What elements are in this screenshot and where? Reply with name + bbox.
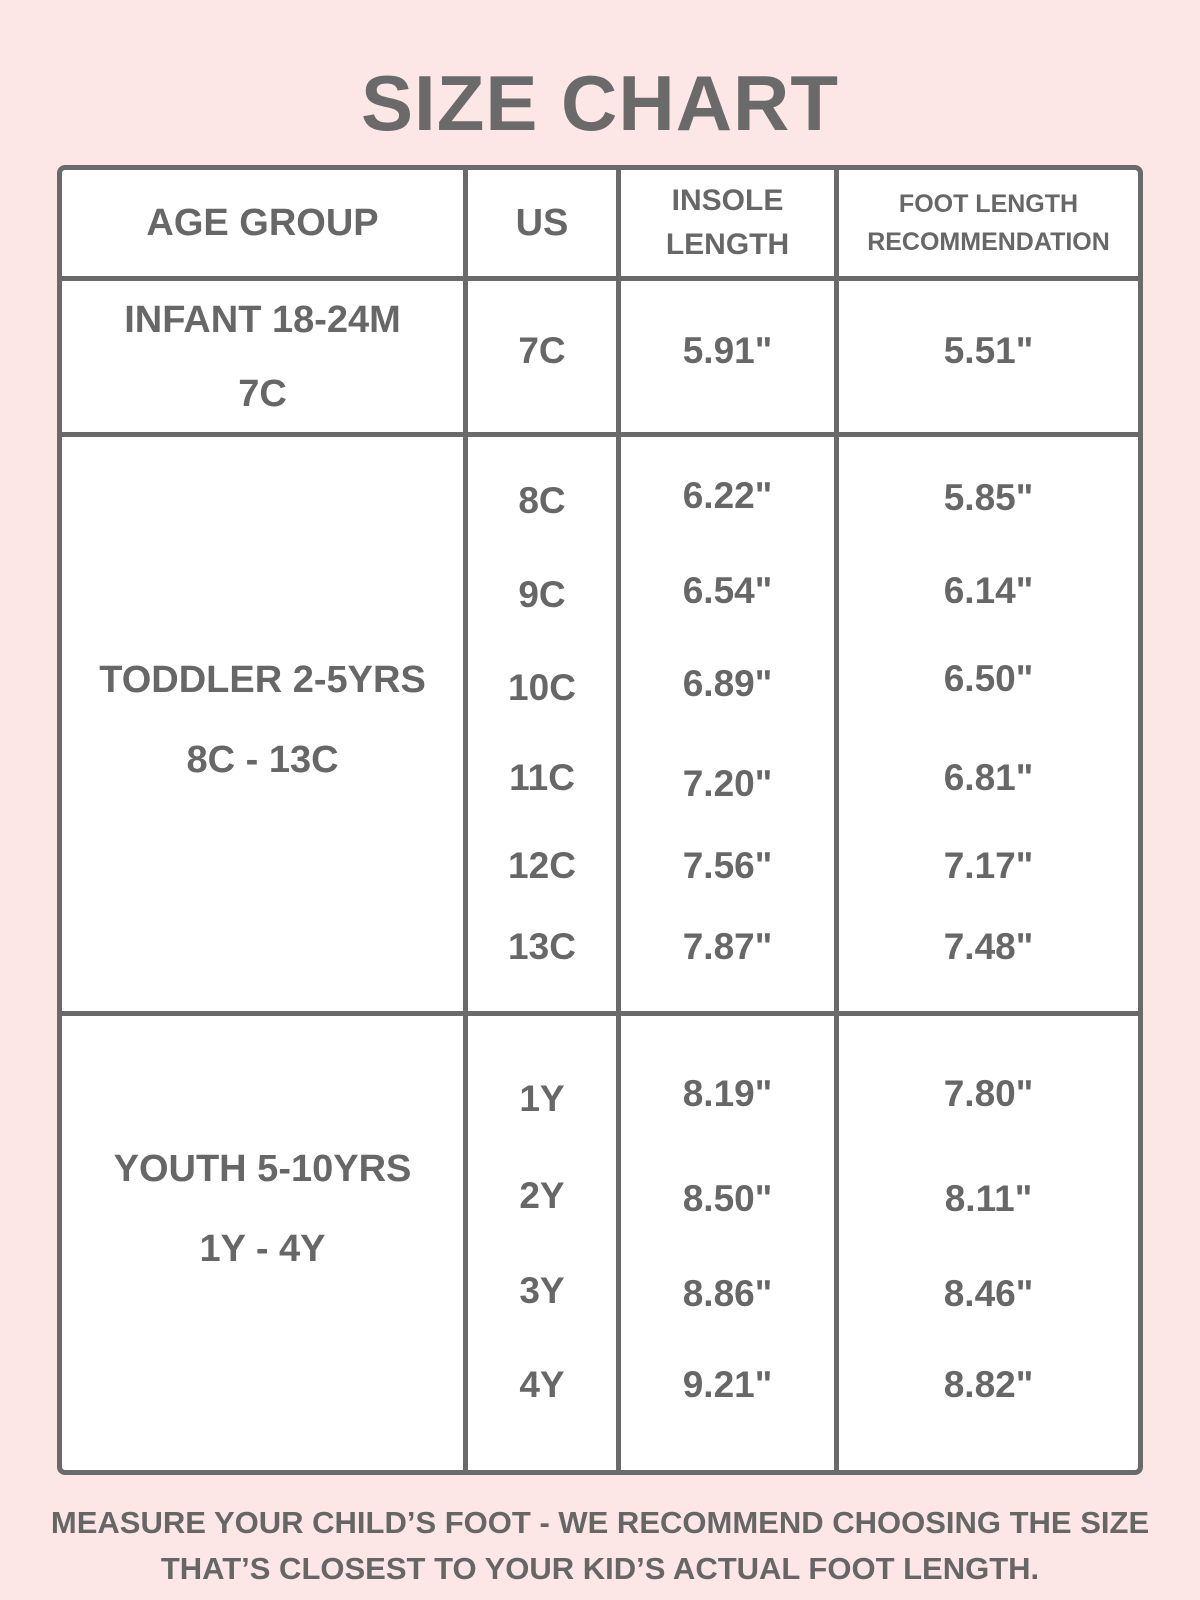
foot-length-cell: 6.14" bbox=[943, 570, 1034, 611]
us-size-cell: 10C bbox=[508, 667, 576, 708]
page-title: SIZE CHART bbox=[361, 59, 839, 147]
insole-length-cell: 9.21" bbox=[682, 1364, 773, 1405]
insole-length-cell: 8.19" bbox=[682, 1073, 773, 1114]
us-size-cell: 7C bbox=[518, 330, 566, 371]
footer-line-1: MEASURE YOUR CHILD’S FOOT - WE RECOMMEND CHOOSING THE SIZE bbox=[50, 1505, 1150, 1540]
foot-length-cell: 7.80" bbox=[943, 1073, 1034, 1114]
age-group-infant bbox=[62, 281, 463, 432]
us-size-cell: 4Y bbox=[519, 1364, 565, 1405]
us-size-cell: 1Y bbox=[519, 1078, 565, 1119]
foot-length-cell: 8.46" bbox=[943, 1273, 1034, 1314]
foot-length-cell: 7.17" bbox=[943, 845, 1034, 886]
foot-length-cell: 5.51" bbox=[943, 330, 1034, 371]
insole-length-cell: 7.87" bbox=[682, 926, 773, 967]
us-size-cell: 11C bbox=[509, 757, 575, 798]
us-size-cell: 13C bbox=[508, 926, 576, 967]
header-insole-length bbox=[621, 170, 834, 276]
insole-length-cell: 7.56" bbox=[682, 845, 773, 886]
us-size-cell: 3Y bbox=[519, 1270, 565, 1311]
foot-length-cell: 8.82" bbox=[943, 1364, 1034, 1405]
age-group-range: 7C bbox=[238, 372, 287, 415]
us-size-cell: 9C bbox=[518, 574, 566, 615]
foot-length-cell: 7.48" bbox=[943, 926, 1034, 967]
us-size-cell: 12C bbox=[508, 845, 576, 886]
header-age-group bbox=[62, 170, 463, 276]
age-group-name: YOUTH 5-10YRS bbox=[113, 1148, 412, 1190]
us-size-cell: 8C bbox=[518, 480, 566, 521]
header-foot-line1: FOOT LENGTH bbox=[898, 190, 1079, 218]
age-group-toddler bbox=[62, 437, 463, 1011]
foot-length-cell: 6.81" bbox=[943, 757, 1034, 798]
insole-length-cell: 5.91" bbox=[682, 330, 773, 371]
age-group-youth bbox=[62, 1016, 463, 1470]
insole-length-cell: 6.54" bbox=[682, 570, 773, 611]
age-group-range: 8C - 13C bbox=[186, 739, 339, 781]
header-insole-line1: INSOLE bbox=[671, 184, 784, 217]
insole-length-cell: 6.22" bbox=[682, 475, 773, 516]
foot-length-cell: 5.85" bbox=[943, 477, 1034, 518]
us-size-cell: 2Y bbox=[519, 1175, 565, 1216]
foot-length-cell: 6.50" bbox=[943, 658, 1034, 699]
header-age-group-label: AGE GROUP bbox=[146, 201, 379, 244]
insole-length-cell: 8.86" bbox=[682, 1273, 773, 1314]
age-group-range: 1Y - 4Y bbox=[199, 1228, 326, 1270]
age-group-name: TODDLER 2-5YRS bbox=[99, 659, 426, 701]
age-group-name: INFANT 18-24M bbox=[124, 298, 401, 341]
header-foot-length bbox=[839, 170, 1138, 276]
header-insole-line2: LENGTH bbox=[665, 228, 790, 261]
insole-length-cell: 8.50" bbox=[682, 1178, 773, 1219]
size-table bbox=[57, 165, 1143, 1475]
footer-note bbox=[0, 1500, 1200, 1592]
foot-length-cell: 8.11" bbox=[944, 1178, 1033, 1219]
header-us bbox=[468, 170, 616, 276]
footer-line-2: THAT’S CLOSEST TO YOUR KID’S ACTUAL FOOT LENGTH. bbox=[160, 1551, 1040, 1586]
insole-length-cell: 6.89" bbox=[682, 663, 773, 704]
insole-length-cell: 7.20" bbox=[682, 763, 773, 804]
header-foot-line2: RECOMMENDATION bbox=[867, 228, 1110, 256]
header-us-label: US bbox=[515, 201, 569, 244]
